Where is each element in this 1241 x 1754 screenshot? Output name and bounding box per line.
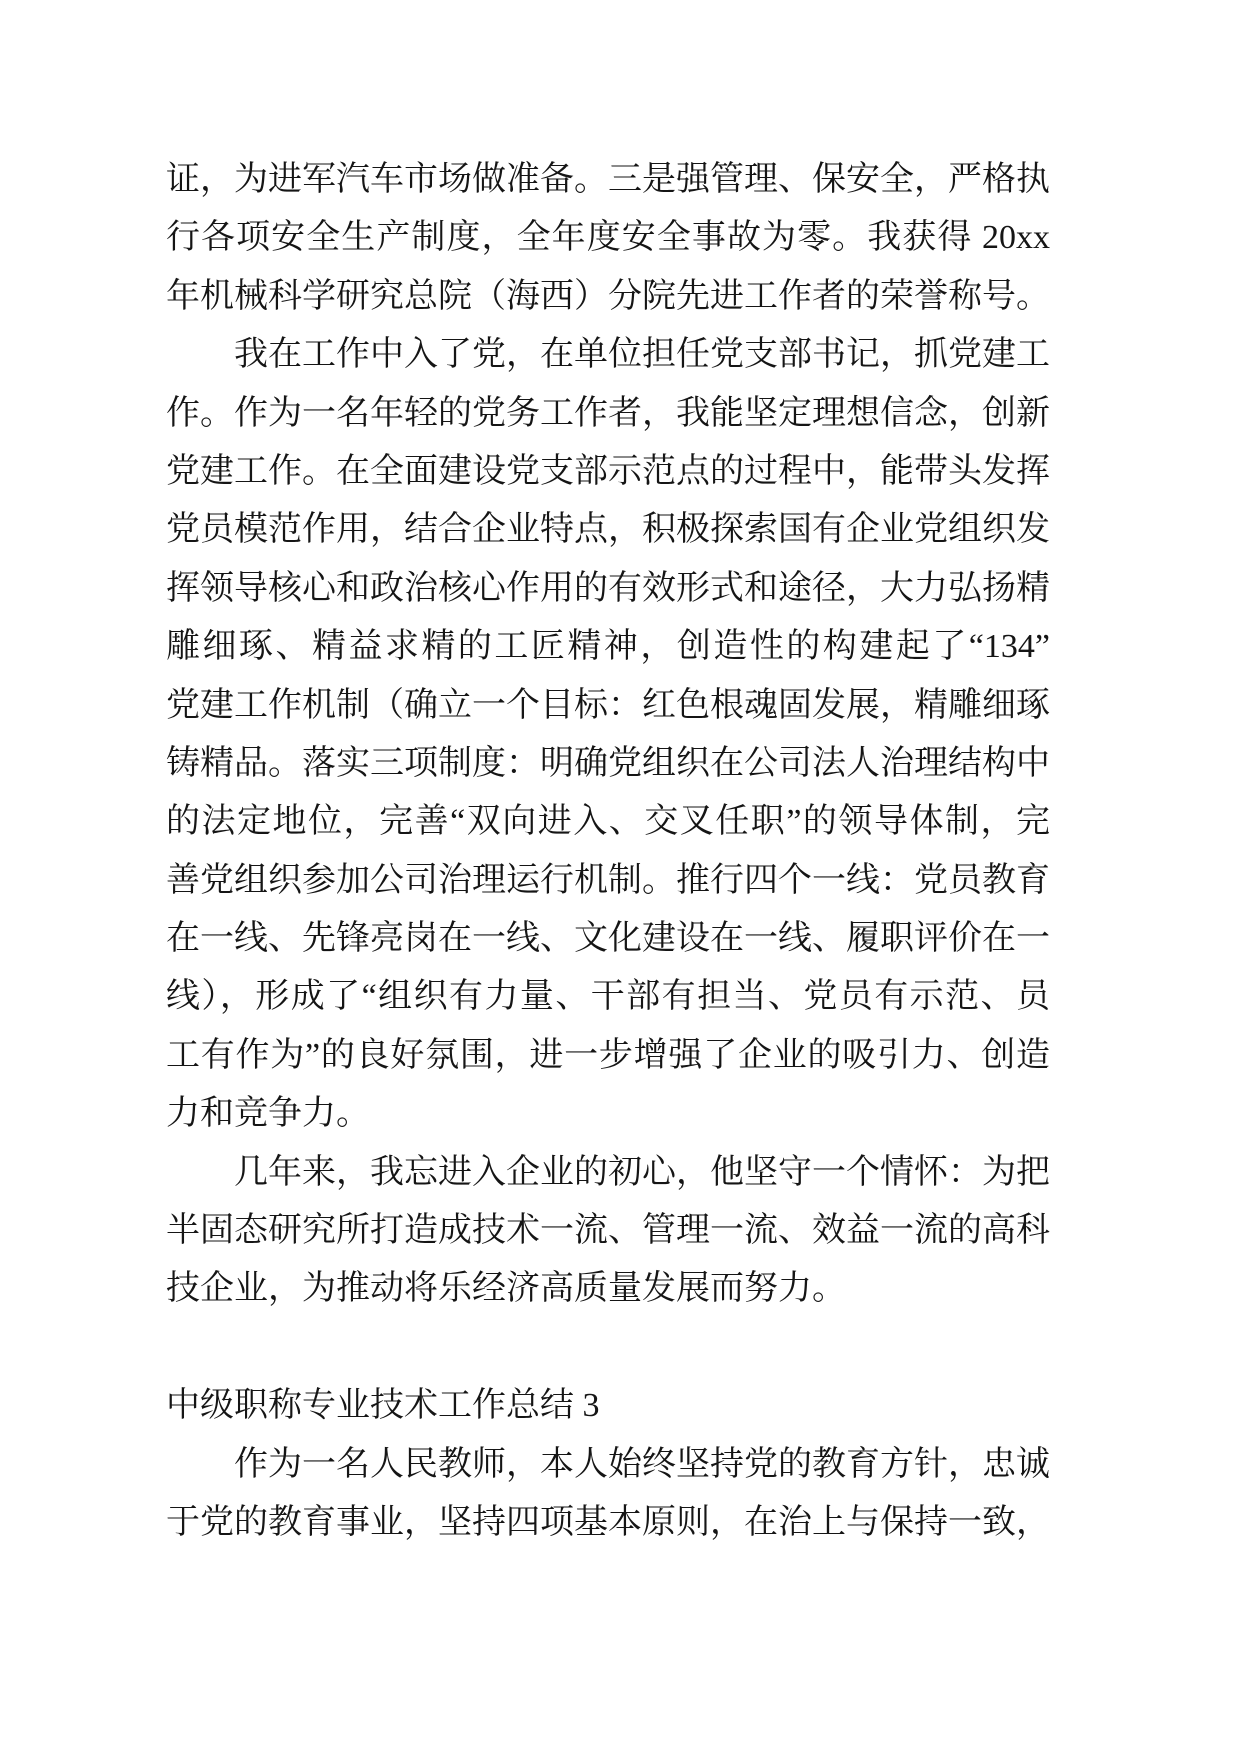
text-line: 党建工作机制（确立一个目标：红色根魂固发展，精雕细琢 <box>166 686 1050 724</box>
text-line: 在一线、先锋亮岗在一线、文化建设在一线、履职评价在一 <box>166 920 1050 958</box>
text-line: 铸精品。落实三项制度：明确党组织在公司法人治理结构中 <box>166 744 1050 782</box>
text-line: 于党的教育事业，坚持四项基本原则，在治上与保持一致， <box>166 1503 1050 1541</box>
text-line: 技企业，为推动将乐经济高质量发展而努力。 <box>166 1270 846 1308</box>
text-line: 力和竞争力。 <box>166 1095 370 1133</box>
text-line: 几年来，我忘进入企业的初心，他坚守一个情怀：为把 <box>234 1153 1050 1191</box>
document-body <box>166 151 1050 1552</box>
text-line: 善党组织参加公司治理运行机制。推行四个一线：党员教育 <box>166 861 1050 899</box>
text-line: 工有作为”的良好氛围，进一步增强了企业的吸引力、创造 <box>166 1036 1050 1074</box>
text-line: 的法定地位，完善“双向进入、交叉任职”的领导体制，完 <box>166 803 1050 841</box>
text-line: 行各项安全生产制度，全年度安全事故为零。我获得 20xx <box>166 219 1050 257</box>
section-heading: 中级职称专业技术工作总结 3 <box>166 1387 600 1425</box>
text-line: 挥领导核心和政治核心作用的有效形式和途径，大力弘扬精 <box>166 569 1050 607</box>
text-line: 证，为进军汽车市场做准备。三是强管理、保安全，严格执 <box>166 161 1050 198</box>
text-line: 党员模范作用，结合企业特点，积极探索国有企业党组织发 <box>166 511 1050 549</box>
text-line: 作。作为一名年轻的党务工作者，我能坚定理想信念，创新 <box>166 394 1050 432</box>
text-line: 我在工作中入了党，在单位担任党支部书记，抓党建工 <box>234 336 1050 374</box>
text-line: 线），形成了“组织有力量、干部有担当、党员有示范、员 <box>166 978 1050 1016</box>
blank-line <box>166 1319 1050 1377</box>
text-line: 党建工作。在全面建设党支部示范点的过程中，能带头发挥 <box>166 452 1050 490</box>
text-line: 年机械科学研究总院（海西）分院先进工作者的荣誉称号。 <box>166 277 1050 315</box>
text-line: 作为一名人民教师，本人始终坚持党的教育方针，忠诚 <box>234 1445 1050 1483</box>
text-line: 半固态研究所打造成技术一流、管理一流、效益一流的高科 <box>166 1212 1050 1250</box>
text-line: 雕细琢、精益求精的工匠精神，创造性的构建起了“134” <box>166 628 1050 666</box>
